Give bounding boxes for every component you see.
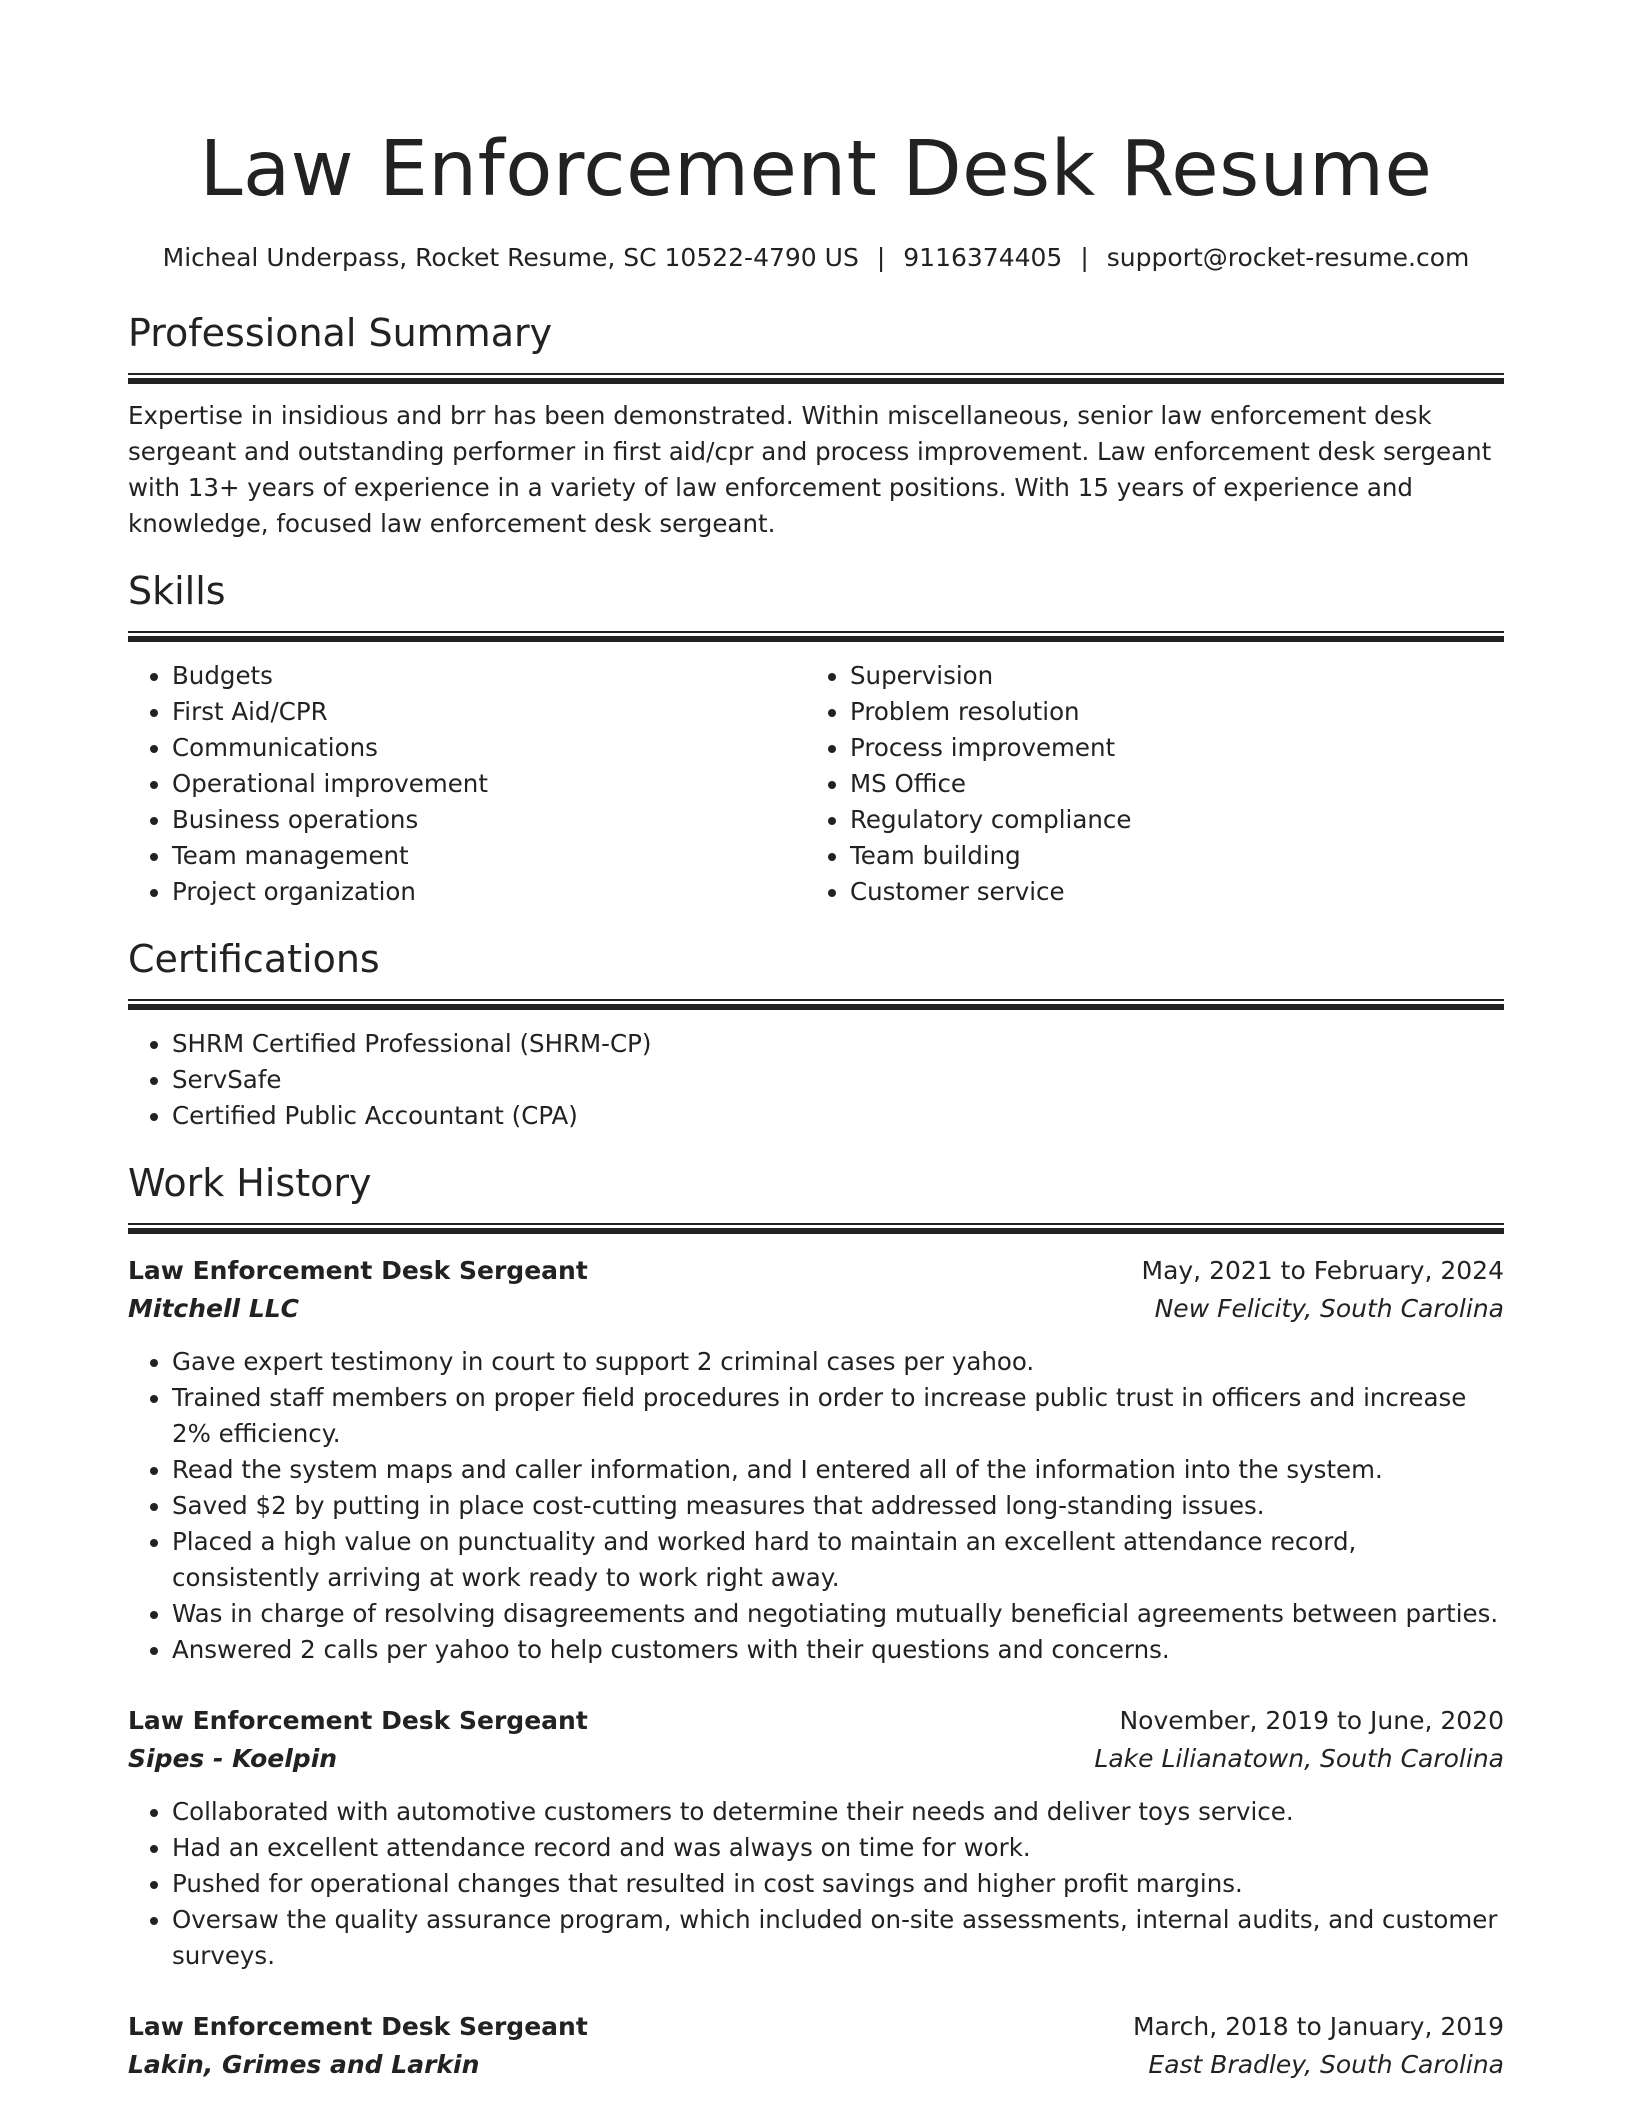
certifications-heading: Certifications [128, 937, 380, 981]
summary-section [128, 308, 1504, 542]
job-dates: May, 2021 to February, 2024 [1141, 1256, 1504, 1285]
summary-heading: Professional Summary [128, 311, 553, 355]
skills-list-right [806, 658, 1484, 910]
job-dates: November, 2019 to June, 2020 [1119, 1706, 1504, 1735]
contact-phone: 9116374405 [903, 243, 1063, 272]
job-entry [128, 1702, 1504, 1974]
job-dates: March, 2018 to January, 2019 [1132, 2012, 1504, 2041]
skill-item: • Team management [172, 838, 806, 874]
skill-item: • Budgets [172, 658, 806, 694]
contact-address: Micheal Underpass, Rocket Resume, SC 10522-4790 US [162, 243, 859, 272]
section-divider [128, 999, 1504, 1010]
job-bullet: • Trained staff members on proper field procedures in order to increase public trust in officers and increase 2% efficiency. [172, 1380, 1504, 1452]
skill-item: • Team building [850, 838, 1484, 874]
job-title: Law Enforcement Desk Sergeant [128, 1706, 588, 1735]
skill-item: • Customer service [850, 874, 1484, 910]
job-bullet: • Oversaw the quality assurance program, which included on-site assessments, internal audits, and customer surveys. [172, 1902, 1504, 1974]
certification-item: • Certified Public Accountant (CPA) [172, 1098, 1504, 1134]
job-entry [128, 1252, 1504, 1668]
skills-list-left [128, 658, 806, 910]
job-company: Lakin, Grimes and Larkin [128, 2050, 480, 2079]
work-history-section [128, 1158, 1504, 2084]
skill-item: • Regulatory compliance [850, 802, 1484, 838]
certification-item: • ServSafe [172, 1062, 1504, 1098]
job-bullet: • Collaborated with automotive customers to determine their needs and deliver toys service. [172, 1794, 1504, 1830]
resume-title: Law Enforcement Desk Resume [199, 125, 1433, 214]
job-bullet: • Pushed for operational changes that resulted in cost savings and higher profit margins. [172, 1866, 1504, 1902]
skill-item: • Operational improvement [172, 766, 806, 802]
job-title: Law Enforcement Desk Sergeant [128, 2012, 588, 2041]
job-bullets [128, 1344, 1504, 1668]
certifications-list [128, 1026, 1504, 1134]
job-location: New Felicity, South Carolina [1154, 1294, 1504, 1323]
job-title: Law Enforcement Desk Sergeant [128, 1256, 588, 1285]
skills-section [128, 566, 1504, 910]
job-bullet: • Answered 2 calls per yahoo to help customers with their questions and concerns. [172, 1632, 1504, 1668]
contact-separator: | [1080, 243, 1089, 272]
job-bullet: • Read the system maps and caller information, and I entered all of the information into the system. [172, 1452, 1504, 1488]
section-divider [128, 631, 1504, 642]
skill-item: • MS Office [850, 766, 1484, 802]
job-location: Lake Lilianatown, South Carolina [1094, 1744, 1504, 1773]
job-location: East Bradley, South Carolina [1148, 2050, 1504, 2079]
skill-item: • Communications [172, 730, 806, 766]
summary-text: Expertise in insidious and brr has been demonstrated. Within miscellaneous, senior law enforcement desk sergeant and outstanding performer in first aid/cpr and process improvement. Law enforcement desk sergeant with 13+ years of experience in a variety of law enforcement positions. With 15 years of experience and knowledge, focused law enforcement desk sergeant. [128, 401, 1492, 538]
job-bullet: • Had an excellent attendance record and was always on time for work. [172, 1830, 1504, 1866]
certification-item: • SHRM Certified Professional (SHRM-CP) [172, 1026, 1504, 1062]
skill-item: • Business operations [172, 802, 806, 838]
skill-item: • First Aid/CPR [172, 694, 806, 730]
job-bullets [128, 1794, 1504, 1974]
job-bullet: • Gave expert testimony in court to support 2 criminal cases per yahoo. [172, 1344, 1504, 1380]
job-bullet: • Saved $2 by putting in place cost-cutting measures that addressed long-standing issues. [172, 1488, 1504, 1524]
contact-separator: | [876, 243, 886, 272]
skills-columns [128, 658, 1504, 910]
skill-item: • Supervision [850, 658, 1484, 694]
resume-page [128, 0, 1504, 2084]
work-history-heading: Work History [128, 1161, 372, 1205]
skill-item: • Process improvement [850, 730, 1484, 766]
section-divider [128, 1223, 1504, 1234]
contact-line [128, 240, 1504, 276]
certifications-section [128, 934, 1504, 1134]
skills-heading: Skills [128, 569, 226, 613]
job-company: Mitchell LLC [128, 1294, 300, 1323]
contact-email: support@rocket-resume.com [1106, 243, 1470, 272]
job-bullet: • Placed a high value on punctuality and worked hard to maintain an excellent attendance record, consistently arriving at work ready to work right away. [172, 1524, 1504, 1596]
skill-item: • Project organization [172, 874, 806, 910]
job-company: Sipes - Koelpin [128, 1744, 338, 1773]
job-entry [128, 2008, 1504, 2084]
skill-item: • Problem resolution [850, 694, 1484, 730]
section-divider [128, 373, 1504, 384]
job-bullet: • Was in charge of resolving disagreements and negotiating mutually beneficial agreements between parties. [172, 1596, 1504, 1632]
